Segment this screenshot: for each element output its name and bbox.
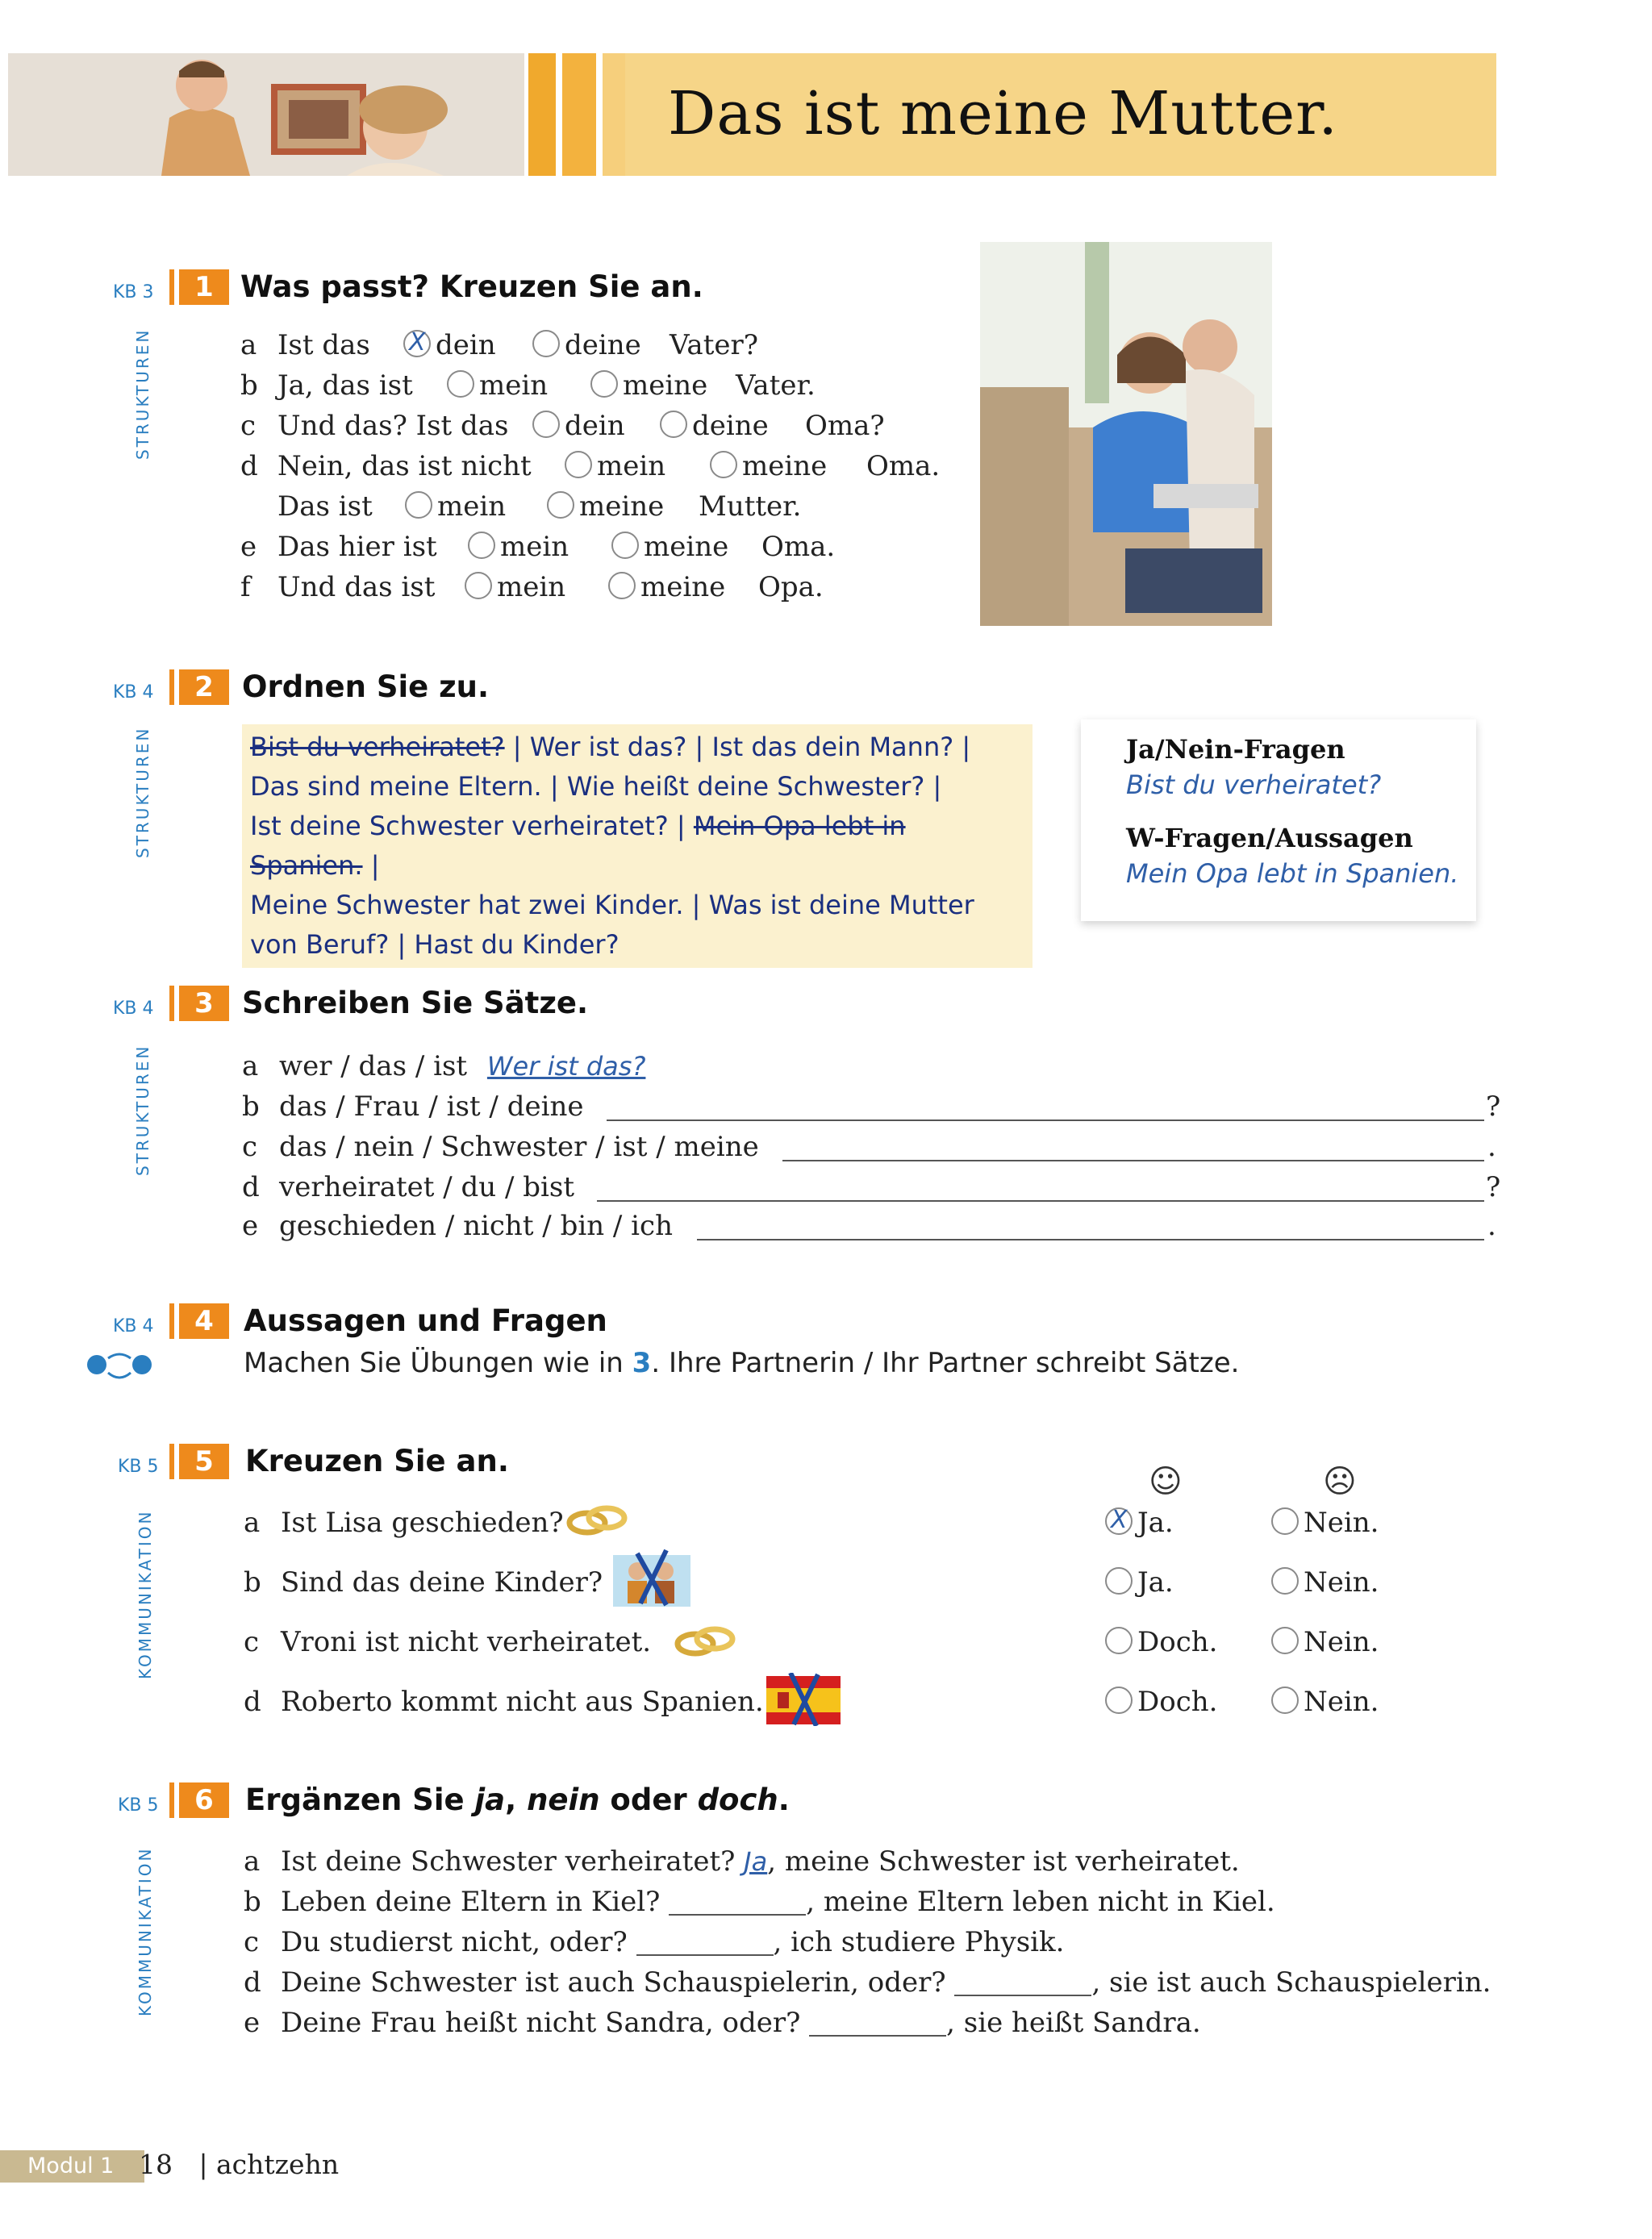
phrase: Mein Opa lebt in Spanien. [250, 811, 906, 881]
task2-word-box [242, 724, 1032, 968]
task4-title: Aussagen und Fragen [244, 1303, 607, 1338]
phrase: Ist das dein Mann? [711, 732, 954, 762]
page-separator: | [198, 2149, 208, 2180]
task3-row [242, 1050, 645, 1082]
row-letter: e [240, 531, 257, 563]
row-question: Vroni ist nicht verheiratet. [281, 1626, 652, 1658]
positive-radio[interactable] [1105, 1627, 1133, 1654]
phrase: Bist du verheiratet? [250, 732, 505, 762]
task5-row [244, 1566, 603, 1599]
note-heading-wquestions: W-Fragen/Aussagen [1126, 823, 1413, 853]
title-end: . [778, 1782, 790, 1817]
phrase: Wie heißt deine Schwester? [566, 771, 925, 802]
answer-blank[interactable] [669, 1891, 806, 1916]
option1-radio[interactable] [468, 532, 495, 559]
task6-title [245, 1782, 790, 1817]
task1-row [240, 571, 824, 603]
row-question: Leben deine Eltern in Kiel? [281, 1886, 661, 1918]
task2-title: Ordnen Sie zu. [242, 669, 490, 704]
option1-label: dein [565, 410, 625, 442]
task1-row [240, 490, 801, 523]
positive-radio[interactable] [1105, 1567, 1133, 1595]
page-number-word: achtzehn [216, 2149, 340, 2180]
row-letter: e [244, 2007, 261, 2039]
row-words: verheiratet / du / bist [279, 1171, 574, 1203]
answer-line[interactable] [607, 1097, 1484, 1121]
phrase: Meine Schwester hat zwei Kinder. [250, 890, 684, 920]
instruction-ref: 3 [632, 1347, 652, 1379]
answer-line[interactable] [782, 1137, 1484, 1161]
happy-face-icon: ☺ [1149, 1463, 1183, 1500]
option1-label: mein [497, 571, 566, 603]
module-tag: Modul 1 [0, 2150, 144, 2183]
row-letter: b [240, 369, 258, 402]
task2-side-label: STRUKTUREN [133, 726, 152, 858]
row-letter: b [242, 1090, 260, 1123]
row-end-mark: ? [1486, 1090, 1501, 1123]
row-text: Und das? Ist das [277, 410, 509, 442]
phrase: Das sind meine Eltern. [250, 771, 542, 802]
row-question: Ist Lisa geschieden? [281, 1507, 564, 1539]
row-letter: a [244, 1845, 261, 1878]
row-question: Ist deine Schwester verheiratet? [281, 1845, 736, 1878]
option1-label: mein [597, 450, 666, 482]
title-word-doch: doch [697, 1782, 778, 1817]
task2-number: 2 [179, 669, 229, 705]
instruction-text-end: . Ihre Partnerin / Ihr Partner schreibt Sätze. [651, 1347, 1240, 1379]
row-letter: f [240, 571, 251, 603]
task3-row [242, 1131, 759, 1163]
positive-label: Doch. [1137, 1686, 1218, 1718]
negative-radio[interactable] [1271, 1567, 1299, 1595]
positive-label: Doch. [1137, 1626, 1218, 1658]
row-answer[interactable]: Wer ist das? [486, 1051, 646, 1082]
row-words: das / Frau / ist / deine [279, 1090, 584, 1123]
row-end-mark: ? [1486, 1171, 1501, 1203]
negative-label: Nein. [1304, 1566, 1379, 1599]
answer-blank[interactable] [809, 2012, 946, 2037]
task5-number: 5 [179, 1444, 229, 1479]
instruction-text: Machen Sie Übungen wie in [244, 1347, 632, 1379]
row-letter: a [240, 329, 257, 361]
option2-radio[interactable] [660, 411, 687, 438]
row-question: Du studierst nicht, oder? [281, 1926, 628, 1958]
option2-label: deine [692, 410, 769, 442]
task6-row [244, 2007, 1201, 2039]
row-end: Mutter. [699, 490, 802, 523]
task1-row [240, 410, 885, 442]
row-letter: b [244, 1566, 261, 1599]
task1-row [240, 531, 835, 563]
row-question: Deine Frau heißt nicht Sandra, oder? [281, 2007, 801, 2039]
row-letter: d [244, 1966, 261, 1999]
option1-radio[interactable] [403, 330, 431, 357]
row-end-mark: . [1487, 1210, 1496, 1242]
row-text: Ja, das ist [277, 369, 413, 402]
negative-radio[interactable] [1271, 1507, 1299, 1535]
row-rest: , meine Eltern leben nicht in Kiel. [806, 1886, 1275, 1918]
task5-answers [1105, 1507, 1379, 1539]
task5-answers [1105, 1626, 1379, 1658]
row-letter: d [240, 450, 258, 482]
task5-answers [1105, 1686, 1379, 1718]
task3-row [242, 1210, 673, 1242]
task1-kb-ref: KB 3 [113, 282, 154, 302]
spain-flag-crossed-icon [766, 1673, 841, 1729]
task1-number: 1 [179, 269, 229, 305]
row-answer[interactable]: Ja [744, 1846, 768, 1877]
header-photo [8, 53, 524, 176]
task2-line: Bist du verheiratet? | Wer ist das? | Ist das dein Mann? | [250, 732, 971, 762]
task3-number: 3 [179, 986, 229, 1021]
option2-label: meine [623, 369, 708, 402]
title-word-nein: nein [527, 1782, 600, 1817]
sad-face-icon: ☹ [1323, 1463, 1357, 1500]
row-end: Oma. [761, 531, 836, 563]
note-answer-wquestions[interactable]: Mein Opa lebt in Spanien. [1126, 858, 1459, 889]
option2-label: deine [565, 329, 641, 361]
positive-radio[interactable] [1105, 1687, 1133, 1714]
row-letter: d [242, 1171, 260, 1203]
row-end: Opa. [758, 571, 824, 603]
row-text: Und das ist [277, 571, 436, 603]
task6-row [244, 1966, 1491, 1999]
task3-kb-ref: KB 4 [113, 999, 154, 1019]
negative-radio[interactable] [1271, 1687, 1299, 1714]
row-letter: b [244, 1886, 261, 1918]
phrase: Hast du Kinder? [414, 929, 620, 960]
positive-label: Ja. [1137, 1507, 1174, 1539]
task5-row [244, 1507, 564, 1539]
row-rest: , sie ist auch Schauspielerin. [1091, 1966, 1491, 1999]
phrase: Ist deine Schwester verheiratet? [250, 811, 669, 841]
row-words: geschieden / nicht / bin / ich [279, 1210, 673, 1242]
task6-row [244, 1845, 1240, 1878]
row-text: Das hier ist [277, 531, 437, 563]
row-words: wer / das / ist [279, 1050, 468, 1082]
phrase: Wer ist das? [529, 732, 687, 762]
task4-kb-ref: KB 4 [113, 1316, 154, 1336]
task2-answer-note [1081, 719, 1476, 921]
row-question: Deine Schwester ist auch Schauspielerin, oder? [281, 1966, 946, 1999]
task5-row [244, 1686, 764, 1718]
title-word-ja: ja [474, 1782, 506, 1817]
row-letter: c [244, 1626, 260, 1658]
task2-line: Meine Schwester hat zwei Kinder. | Was ist deine Mutter von Beruf? | Hast du Kinder? [250, 890, 974, 960]
row-letter: c [242, 1131, 258, 1163]
row-letter: d [244, 1686, 261, 1718]
row-text: Das ist [277, 490, 373, 523]
task5-side-label: KOMMUNIKATION [136, 1509, 155, 1679]
option2-label: meine [644, 531, 729, 563]
option1-label: mein [500, 531, 569, 563]
note-heading-yesno: Ja/Nein-Fragen [1126, 734, 1345, 765]
task1-row [240, 450, 940, 482]
row-rest: , meine Schwester ist verheiratet. [767, 1845, 1240, 1878]
row-question: Roberto kommt nicht aus Spanien. [281, 1686, 764, 1718]
task3-row [242, 1171, 574, 1203]
rings-icon [673, 1621, 737, 1665]
option2-radio[interactable] [590, 370, 618, 398]
task1-side-label: STRUKTUREN [133, 327, 152, 460]
row-end: Oma? [805, 410, 885, 442]
row-end: Vater. [736, 369, 816, 402]
task5-answers [1105, 1566, 1379, 1599]
negative-label: Nein. [1304, 1507, 1379, 1539]
option1-radio[interactable] [405, 491, 432, 519]
option2-label: meine [579, 490, 665, 523]
rings-icon [565, 1500, 629, 1544]
row-letter: e [242, 1210, 259, 1242]
option2-label: meine [640, 571, 726, 603]
option2-label: meine [742, 450, 828, 482]
row-text: Nein, das ist nicht [277, 450, 532, 482]
header-stripes [528, 53, 625, 176]
option1-label: mein [479, 369, 549, 402]
answer-line[interactable] [597, 1178, 1484, 1202]
title-text: Ergänzen Sie [245, 1782, 475, 1817]
positive-radio[interactable] [1105, 1507, 1133, 1535]
task5-kb-ref: KB 5 [118, 1457, 159, 1477]
task5-title: Kreuzen Sie an. [245, 1444, 509, 1478]
option2-radio[interactable] [710, 451, 737, 478]
row-end-mark: . [1487, 1131, 1496, 1163]
row-end: Oma. [866, 450, 941, 482]
task3-side-label: STRUKTUREN [133, 1044, 152, 1176]
header-photo-illustration [8, 53, 524, 176]
task6-kb-ref: KB 5 [118, 1795, 159, 1816]
row-rest: , sie heißt Sandra. [946, 2007, 1201, 2039]
task2-kb-ref: KB 4 [113, 682, 154, 703]
task1-row [240, 369, 816, 402]
positive-label: Ja. [1137, 1566, 1174, 1599]
option1-label: mein [437, 490, 507, 523]
answer-line[interactable] [697, 1216, 1484, 1240]
answer-blank[interactable] [636, 1932, 774, 1956]
option1-label: dein [436, 329, 496, 361]
task1-title: Was passt? Kreuzen Sie an. [240, 269, 703, 304]
task4-number: 4 [179, 1303, 229, 1339]
task6-row [244, 1886, 1275, 1918]
task3-row [242, 1090, 583, 1123]
task5-row [244, 1626, 651, 1658]
option1-radio[interactable] [565, 451, 592, 478]
title-sep: , [505, 1782, 528, 1817]
task1-row [240, 329, 758, 361]
page-number [139, 2149, 208, 2180]
page-number-value: 18 [139, 2149, 173, 2180]
negative-label: Nein. [1304, 1626, 1379, 1658]
row-letter: c [244, 1926, 260, 1958]
row-letter: a [242, 1050, 259, 1082]
page-title: Das ist meine Mutter. [668, 79, 1338, 148]
note-answer-yesno[interactable]: Bist du verheiratet? [1126, 769, 1382, 800]
family-photo [980, 242, 1272, 626]
option2-radio[interactable] [611, 532, 639, 559]
row-letter: a [244, 1507, 261, 1539]
children-crossed-icon [613, 1547, 690, 1610]
title-sep: oder [599, 1782, 698, 1817]
negative-label: Nein. [1304, 1686, 1379, 1718]
row-text: Ist das [277, 329, 370, 361]
task2-line: Ist deine Schwester verheiratet? | Mein Opa lebt in Spanien. | [250, 811, 906, 881]
task4-instruction [244, 1347, 1239, 1379]
row-end: Vater? [670, 329, 758, 361]
task2-line: Das sind meine Eltern. | Wie heißt deine Schwester? | [250, 771, 942, 802]
task6-number: 6 [179, 1782, 229, 1818]
negative-radio[interactable] [1271, 1627, 1299, 1654]
phrase: Was ist deine Mutter von Beruf? [250, 890, 974, 960]
option1-radio[interactable] [532, 411, 560, 438]
option2-radio[interactable] [608, 572, 636, 599]
partner-exchange-icon [84, 1349, 156, 1389]
answer-blank[interactable] [954, 1972, 1091, 1996]
option2-radio[interactable] [532, 330, 560, 357]
option2-radio[interactable] [547, 491, 574, 519]
task3-title: Schreiben Sie Sätze. [242, 986, 589, 1020]
row-words: das / nein / Schwester / ist / meine [279, 1131, 759, 1163]
option1-radio[interactable] [447, 370, 474, 398]
task6-side-label: KOMMUNIKATION [136, 1846, 155, 2016]
row-rest: , ich studiere Physik. [773, 1926, 1065, 1958]
task6-row [244, 1926, 1064, 1958]
option1-radio[interactable] [465, 572, 492, 599]
row-question: Sind das deine Kinder? [281, 1566, 603, 1599]
row-letter: c [240, 410, 257, 442]
